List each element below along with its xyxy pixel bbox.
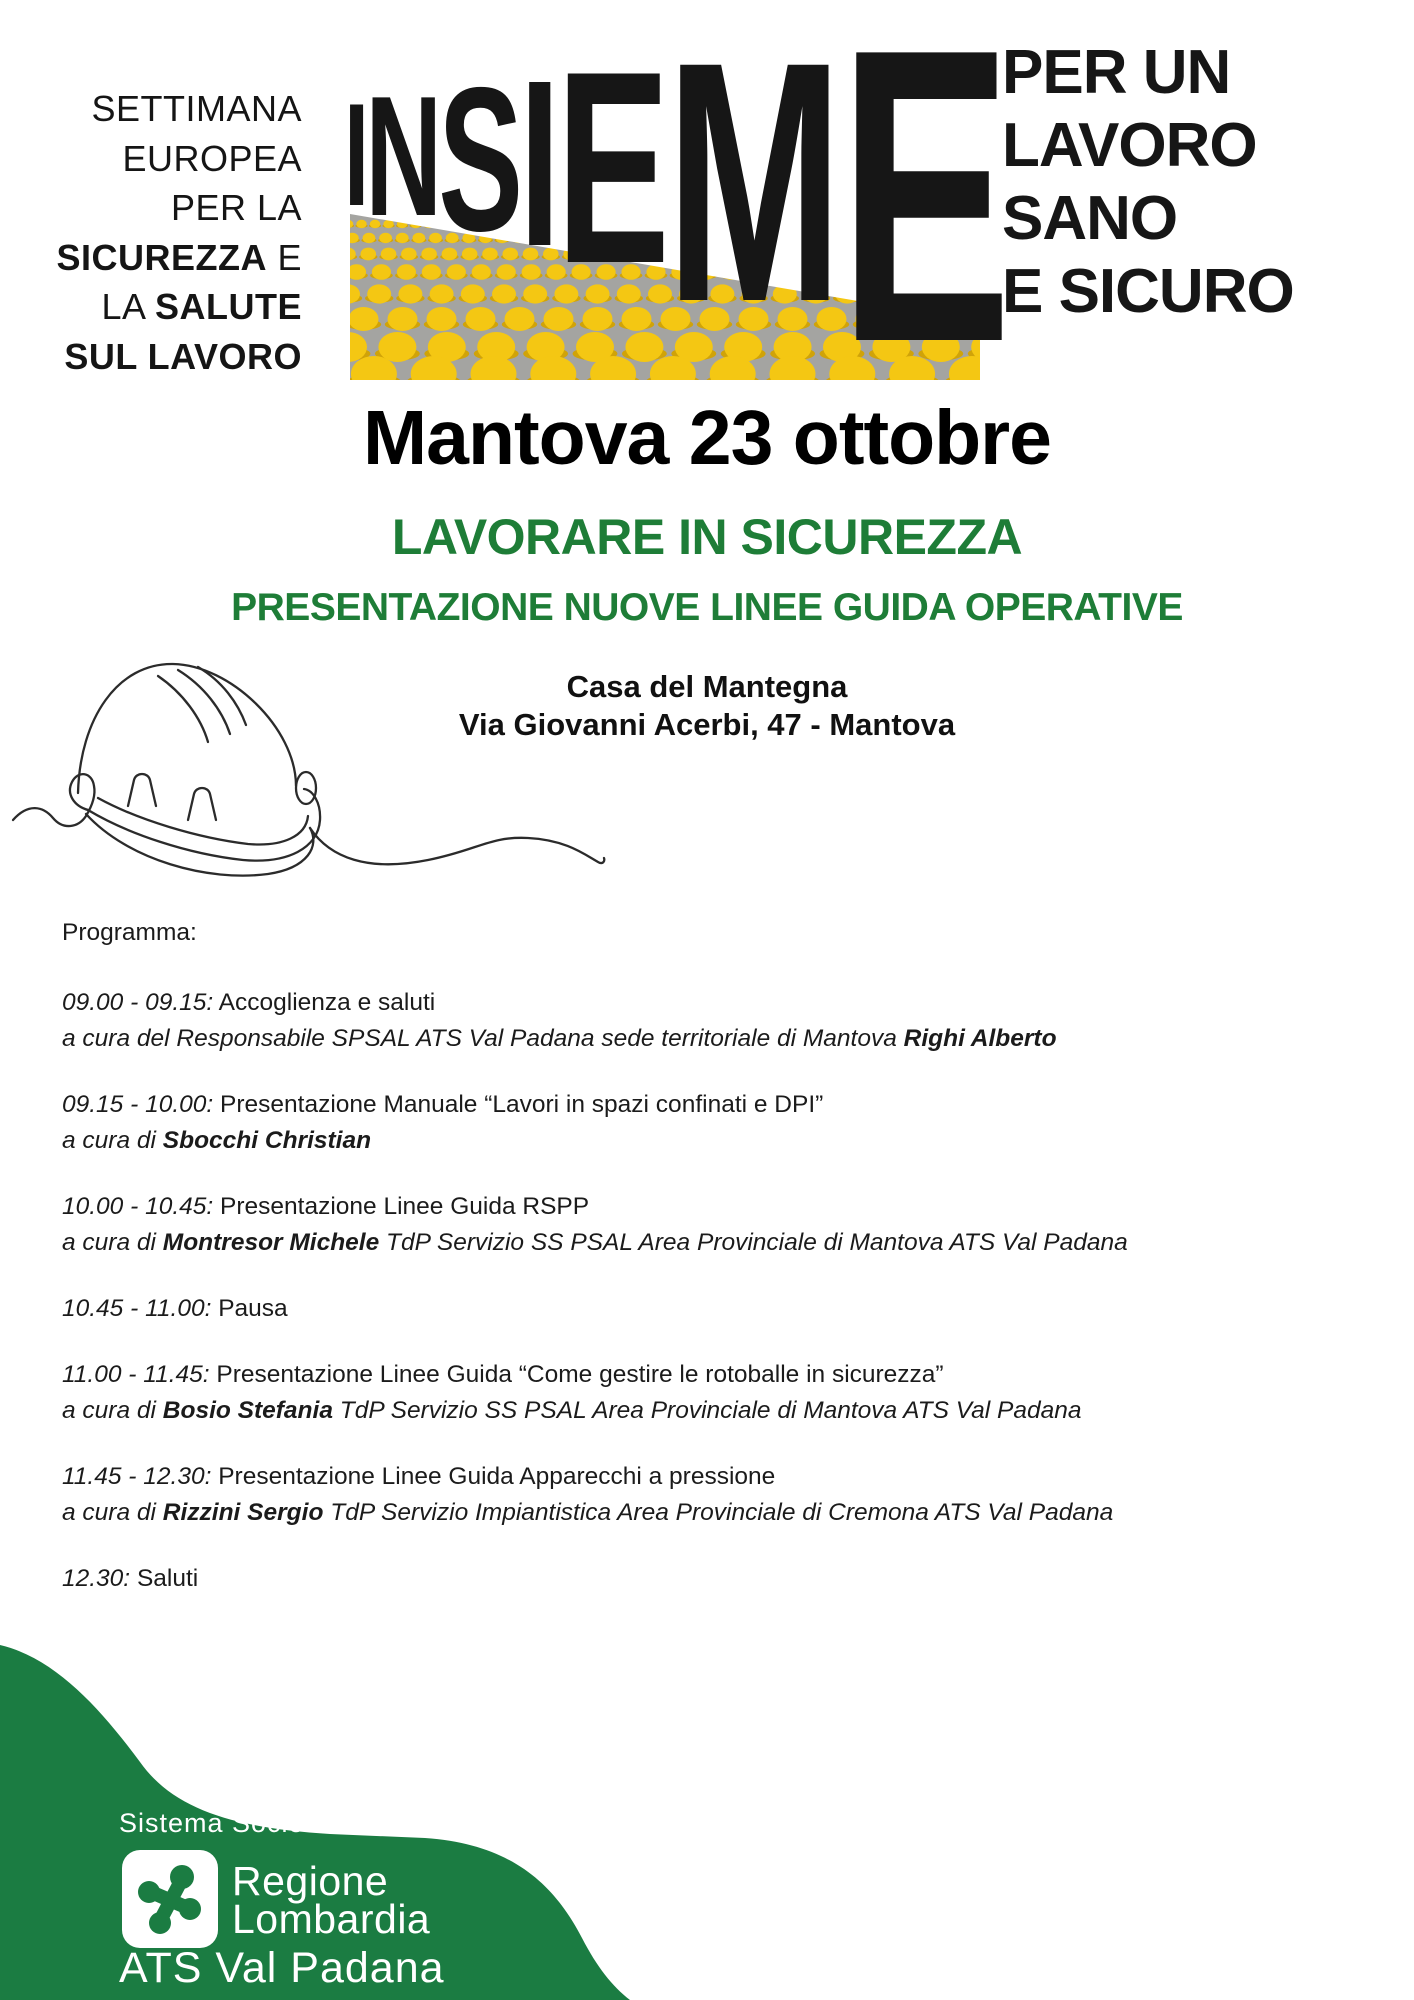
program-item bbox=[62, 1561, 1362, 1597]
campaign-right-text bbox=[1002, 36, 1294, 328]
program-item bbox=[62, 1291, 1362, 1327]
program-item-header: 11.45 - 12.30: Presentazione Linee Guida Apparecchi a pressione bbox=[62, 1463, 776, 1490]
program-item-header: 10.45 - 11.00: Pausa bbox=[62, 1295, 288, 1322]
program-item bbox=[62, 1087, 1362, 1159]
venue-address: Via Giovanni Acerbi, 47 - Mantova bbox=[458, 707, 956, 742]
campaign-left-line: SETTIMANA bbox=[91, 88, 302, 129]
program-label: Programma: bbox=[62, 919, 197, 946]
event-subtitle-secondary: PRESENTAZIONE NUOVE LINEE GUIDA OPERATIVE bbox=[231, 586, 1183, 629]
rosa-camuna-icon bbox=[122, 1850, 218, 1948]
svg-text:INSIEME: INSIEME bbox=[344, 0, 1009, 429]
footer-agency-name: ATS Val Padana bbox=[119, 1944, 445, 1992]
program-item-detail: a cura di Montresor Michele TdP Servizio SS PSAL Area Provinciale di Mantova ATS Val Padana bbox=[62, 1229, 1128, 1256]
program-section bbox=[62, 915, 1362, 1597]
campaign-left-text bbox=[28, 84, 302, 381]
campaign-left-line: PER LA bbox=[170, 187, 302, 228]
campaign-right-line: LAVORO bbox=[1002, 111, 1257, 180]
program-item-detail: a cura di Bosio Stefania TdP Servizio SS PSAL Area Provinciale di Mantova ATS Val Padana bbox=[62, 1397, 1082, 1424]
footer-region-line: Regione bbox=[232, 1858, 389, 1904]
program-item bbox=[62, 1459, 1362, 1531]
program-item bbox=[62, 1189, 1362, 1261]
footer-region-name bbox=[232, 1858, 431, 1942]
event-subtitle: LAVORARE IN SICUREZZA bbox=[391, 509, 1023, 565]
page-title: Mantova 23 ottobre bbox=[363, 395, 1051, 481]
regione-lombardia-logo bbox=[122, 1850, 218, 1948]
campaign-left-line: LA SALUTE bbox=[101, 286, 302, 327]
program-item-header: 09.00 - 09.15: Accoglienza e saluti bbox=[62, 989, 436, 1016]
program-item-detail: a cura di Rizzini Sergio TdP Servizio Impiantistica Area Provinciale di Cremona ATS Val Padana bbox=[62, 1499, 1114, 1526]
program-item-detail: a cura del Responsabile SPSAL ATS Val Padana sede territoriale di Mantova Righi Alberto bbox=[62, 1025, 1057, 1052]
program-item-header: 09.15 - 10.00: Presentazione Manuale “Lavori in spazi confinati e DPI” bbox=[62, 1091, 824, 1118]
footer-system-label: Sistema Socio Sanitario bbox=[119, 1808, 429, 1838]
program-item bbox=[62, 985, 1362, 1057]
campaign-right-line: SANO bbox=[1002, 184, 1178, 253]
program-item bbox=[62, 1357, 1362, 1429]
program-item-header: 10.00 - 10.45: Presentazione Linee Guida RSPP bbox=[62, 1193, 590, 1220]
campaign-left-line: SICUREZZA E bbox=[56, 236, 302, 278]
campaign-left-line: SUL LAVORO bbox=[64, 335, 302, 377]
program-item-header: 12.30: Saluti bbox=[62, 1565, 199, 1592]
campaign-right-line: E SICURO bbox=[1002, 257, 1294, 326]
campaign-left-line: EUROPEA bbox=[122, 137, 302, 179]
venue-name: Casa del Mantegna bbox=[566, 669, 848, 704]
helmet-line-drawing bbox=[8, 648, 608, 898]
insieme-logo bbox=[344, 0, 1016, 429]
footer-region-line: Lombardia bbox=[232, 1896, 431, 1942]
program-item-header: 11.00 - 11.45: Presentazione Linee Guida “Come gestire le rotoballe in sicurezza” bbox=[62, 1361, 944, 1388]
campaign-right-line: PER UN bbox=[1002, 38, 1231, 107]
program-item-detail: a cura di Sbocchi Christian bbox=[62, 1127, 372, 1154]
